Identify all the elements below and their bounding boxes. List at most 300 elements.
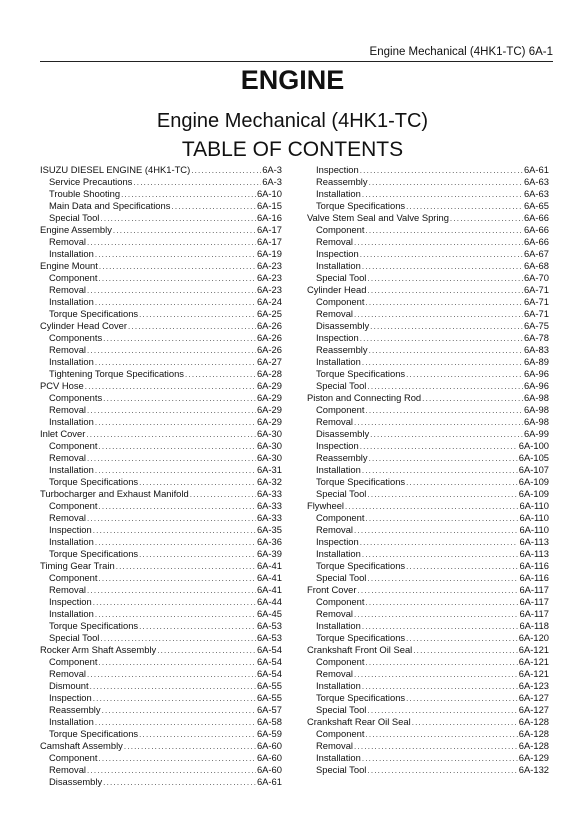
- toc-entry-label: Torque Specifications: [316, 692, 406, 703]
- toc-page-number: 6A-39: [256, 548, 282, 559]
- toc-entry-label: Special Tool: [316, 488, 367, 499]
- dot-leader: [93, 693, 256, 705]
- dot-leader: [86, 429, 256, 441]
- toc-entry[interactable]: [40, 560, 282, 572]
- toc-entry-label: Torque Specifications: [316, 200, 406, 211]
- toc-entry-label: Installation: [49, 296, 94, 307]
- dot-leader: [412, 717, 518, 729]
- toc-entry-label: Inspection: [316, 332, 359, 343]
- toc-entry-label: Torque Specifications: [316, 476, 406, 487]
- toc-subentry[interactable]: [40, 656, 282, 668]
- toc-subentry[interactable]: [40, 368, 282, 380]
- toc-subentry[interactable]: [307, 356, 549, 368]
- toc-subentry[interactable]: [307, 728, 549, 740]
- toc-subentry[interactable]: [307, 320, 549, 332]
- toc-subentry[interactable]: [307, 572, 549, 584]
- toc-entry-label: Trouble Shooting: [49, 188, 121, 199]
- toc-entry-label: ISUZU DIESEL ENGINE (4HK1-TC): [40, 164, 191, 175]
- toc-entry[interactable]: [40, 224, 282, 236]
- toc-subentry[interactable]: [307, 560, 549, 572]
- toc-subentry[interactable]: [307, 332, 549, 344]
- toc-entry-label: Removal: [316, 416, 353, 427]
- dot-leader: [369, 345, 523, 357]
- dot-leader: [103, 333, 256, 345]
- toc-entry-label: Inspection: [49, 596, 92, 607]
- toc-subentry[interactable]: [307, 476, 549, 488]
- toc-subentry[interactable]: [307, 512, 549, 524]
- running-header: Engine Mechanical (4HK1-TC) 6A-1: [369, 46, 553, 58]
- toc-entry-label: Installation: [49, 608, 94, 619]
- toc-subentry[interactable]: [40, 548, 282, 560]
- toc-entry-label: Installation: [316, 188, 361, 199]
- toc-subentry[interactable]: [307, 680, 549, 692]
- toc-entry-label: Disassembly: [49, 776, 103, 787]
- dot-leader: [406, 693, 518, 705]
- toc-entry-label: Component: [316, 656, 365, 667]
- toc-entry-label: Main Data and Specifications: [49, 200, 171, 211]
- toc-entry[interactable]: [40, 260, 282, 272]
- toc-entry-label: Component: [49, 440, 98, 451]
- toc-subentry[interactable]: [307, 260, 549, 272]
- toc-page-number: 6A-16: [256, 212, 282, 223]
- toc-subentry[interactable]: [40, 752, 282, 764]
- toc-entry-label: Component: [49, 272, 98, 283]
- dot-leader: [113, 225, 256, 237]
- toc-page-number: 6A-41: [256, 572, 282, 583]
- toc-entry[interactable]: [307, 644, 549, 656]
- toc-entry[interactable]: [40, 488, 282, 500]
- toc-subentry[interactable]: [307, 236, 549, 248]
- toc-page-number: 6A-29: [256, 392, 282, 403]
- toc-entry[interactable]: [307, 584, 549, 596]
- toc-entry-label: Engine Assembly: [40, 224, 112, 235]
- toc-page-number: 6A-58: [256, 716, 282, 727]
- toc-entry[interactable]: [307, 500, 549, 512]
- dot-leader: [365, 225, 523, 237]
- toc-entry-label: Torque Specifications: [49, 476, 139, 487]
- toc-subentry[interactable]: [307, 296, 549, 308]
- toc-page-number: 6A-117: [519, 608, 549, 619]
- toc-subentry[interactable]: [40, 200, 282, 212]
- dot-leader: [87, 765, 256, 777]
- dot-leader: [98, 501, 256, 513]
- toc-page-number: 6A-44: [256, 596, 282, 607]
- toc-page-number: 6A-23: [256, 284, 282, 295]
- toc-subentry[interactable]: [40, 476, 282, 488]
- toc-subentry[interactable]: [40, 620, 282, 632]
- toc-entry-label: Service Precautions: [49, 176, 133, 187]
- dot-leader: [422, 393, 523, 405]
- toc-page-number: 6A-83: [523, 344, 549, 355]
- dot-leader: [139, 621, 256, 633]
- toc-entry-label: Installation: [49, 716, 94, 727]
- toc-page-number: 6A-68: [523, 260, 549, 271]
- toc-page-number: 6A-45: [256, 608, 282, 619]
- toc-subentry[interactable]: [307, 548, 549, 560]
- dot-leader: [171, 201, 256, 213]
- toc-page-number: 6A-59: [256, 728, 282, 739]
- toc-entry[interactable]: [40, 164, 282, 176]
- dot-leader: [139, 729, 256, 741]
- toc-subentry[interactable]: [40, 764, 282, 776]
- toc-page-number: 6A-33: [256, 512, 282, 523]
- toc-subentry[interactable]: [40, 284, 282, 296]
- dot-leader: [406, 633, 518, 645]
- dot-leader: [103, 393, 256, 405]
- toc-entry-label: Torque Specifications: [316, 632, 406, 643]
- toc-subentry[interactable]: [307, 608, 549, 620]
- toc-subentry[interactable]: [40, 332, 282, 344]
- toc-page-number: 6A-71: [523, 308, 549, 319]
- toc-entry-label: Torque Specifications: [49, 308, 139, 319]
- toc-entry[interactable]: [40, 740, 282, 752]
- toc-entry-label: Removal: [49, 404, 86, 415]
- toc-page-number: 6A-98: [523, 404, 549, 415]
- toc-page-number: 6A-110: [519, 524, 549, 535]
- dot-leader: [367, 573, 518, 585]
- toc-page-number: 6A-127: [518, 692, 549, 703]
- toc-subentry[interactable]: [40, 608, 282, 620]
- toc-subentry[interactable]: [307, 764, 549, 776]
- toc-entry-label: Crankshaft Front Oil Seal: [307, 644, 413, 655]
- toc-subentry[interactable]: [40, 392, 282, 404]
- toc-page-number: 6A-3: [262, 164, 282, 175]
- toc-page-number: 6A-17: [256, 236, 282, 247]
- toc-entry-label: Removal: [316, 308, 353, 319]
- toc-page-number: 6A-96: [523, 380, 549, 391]
- toc-page-number: 6A-54: [256, 656, 282, 667]
- toc-entry[interactable]: [307, 392, 549, 404]
- toc-subentry[interactable]: [307, 248, 549, 260]
- toc-page-number: 6A-30: [256, 428, 282, 439]
- dot-leader: [360, 537, 519, 549]
- toc-page-number: 6A-128: [518, 716, 549, 727]
- toc-page-number: 6A-55: [256, 680, 282, 691]
- toc-subentry[interactable]: [307, 368, 549, 380]
- dot-leader: [367, 285, 523, 297]
- toc-subentry[interactable]: [307, 272, 549, 284]
- dot-leader: [87, 585, 256, 597]
- toc-page-number: 6A-31: [256, 464, 282, 475]
- dot-leader: [354, 669, 518, 681]
- toc-entry-label: Cylinder Head Cover: [40, 320, 128, 331]
- toc-entry-label: Inspection: [49, 692, 92, 703]
- toc-subentry[interactable]: [40, 464, 282, 476]
- dot-leader: [345, 501, 518, 513]
- toc-subentry[interactable]: [40, 524, 282, 536]
- toc-subentry[interactable]: [307, 656, 549, 668]
- toc-page-number: 6A-123: [518, 680, 549, 691]
- toc-subentry[interactable]: [40, 536, 282, 548]
- toc-page-number: 6A-25: [256, 308, 282, 319]
- toc-subentry[interactable]: [40, 704, 282, 716]
- toc-page-number: 6A-29: [256, 416, 282, 427]
- toc-page-number: 6A-23: [256, 272, 282, 283]
- toc-entry-label: Removal: [316, 524, 353, 535]
- toc-entry-label: Installation: [316, 356, 361, 367]
- toc-page-number: 6A-128: [518, 740, 549, 751]
- dot-leader: [103, 777, 256, 789]
- toc-entry-label: Component: [49, 752, 98, 763]
- dot-leader: [367, 765, 517, 777]
- toc-page-number: 6A-19: [256, 248, 282, 259]
- toc-subentry[interactable]: [307, 464, 549, 476]
- toc-subentry[interactable]: [40, 212, 282, 224]
- toc-entry[interactable]: [40, 644, 282, 656]
- toc-page-number: 6A-96: [523, 368, 549, 379]
- toc-entry-label: Engine Mount: [40, 260, 98, 271]
- dot-leader: [190, 489, 256, 501]
- toc-subentry[interactable]: [307, 200, 549, 212]
- toc-subentry[interactable]: [307, 668, 549, 680]
- toc-subentry[interactable]: [307, 440, 549, 452]
- toc-entry-label: Disassembly: [316, 428, 370, 439]
- toc-page-number: 6A-26: [256, 344, 282, 355]
- toc-entry[interactable]: [40, 380, 282, 392]
- toc-entry-label: Installation: [49, 416, 94, 427]
- toc-subentry[interactable]: [40, 308, 282, 320]
- toc-subentry[interactable]: [40, 188, 282, 200]
- toc-subentry[interactable]: [307, 524, 549, 536]
- dot-leader: [365, 657, 517, 669]
- toc-heading: TABLE OF CONTENTS: [181, 138, 404, 161]
- toc-subentry[interactable]: [40, 572, 282, 584]
- toc-subentry[interactable]: [40, 452, 282, 464]
- toc-subentry[interactable]: [307, 692, 549, 704]
- toc-subentry[interactable]: [40, 176, 282, 188]
- dot-leader: [365, 597, 518, 609]
- toc-entry-label: Rocker Arm Shaft Assembly: [40, 644, 157, 655]
- dot-leader: [450, 213, 523, 225]
- toc-subentry[interactable]: [40, 272, 282, 284]
- toc-entry-label: PCV Hose: [40, 380, 84, 391]
- dot-leader: [365, 405, 523, 417]
- toc-page-number: 6A-66: [523, 236, 549, 247]
- toc-subentry[interactable]: [307, 164, 549, 176]
- toc-subentry[interactable]: [40, 692, 282, 704]
- toc-entry-label: Removal: [49, 284, 86, 295]
- toc-subentry[interactable]: [40, 416, 282, 428]
- toc-subentry[interactable]: [40, 776, 282, 788]
- toc-page-number: 6A-71: [523, 284, 549, 295]
- toc-entry-label: Removal: [49, 236, 86, 247]
- toc-entry-label: Removal: [49, 344, 86, 355]
- toc-entry-label: Inspection: [316, 536, 359, 547]
- toc-subentry[interactable]: [40, 236, 282, 248]
- toc-entry[interactable]: [307, 212, 549, 224]
- toc-entry[interactable]: [40, 428, 282, 440]
- toc-entry-label: Reassembly: [316, 452, 368, 463]
- toc-column-left: [40, 164, 282, 788]
- toc-page-number: 6A-105: [518, 452, 549, 463]
- toc-page-number: 6A-29: [256, 380, 282, 391]
- toc-subentry[interactable]: [307, 740, 549, 752]
- toc-page-number: 6A-26: [256, 320, 282, 331]
- toc-subentry[interactable]: [40, 596, 282, 608]
- toc-page-number: 6A-15: [256, 200, 282, 211]
- toc-subentry[interactable]: [40, 356, 282, 368]
- toc-entry-label: Inlet Cover: [40, 428, 86, 439]
- toc-subentry[interactable]: [307, 224, 549, 236]
- toc-entry[interactable]: [307, 716, 549, 728]
- toc-entry-label: Special Tool: [49, 212, 100, 223]
- toc-page-number: 6A-120: [518, 632, 549, 643]
- toc-page-number: 6A-66: [523, 224, 549, 235]
- toc-subentry[interactable]: [307, 416, 549, 428]
- toc-subentry[interactable]: [307, 536, 549, 548]
- toc-subentry[interactable]: [307, 380, 549, 392]
- toc-subentry[interactable]: [40, 716, 282, 728]
- dot-leader: [102, 705, 256, 717]
- toc-subentry[interactable]: [40, 632, 282, 644]
- toc-page-number: 6A-110: [519, 512, 549, 523]
- dot-leader: [369, 177, 523, 189]
- toc-page-number: 6A-127: [518, 704, 549, 715]
- toc-subentry[interactable]: [40, 404, 282, 416]
- dot-leader: [370, 429, 523, 441]
- dot-leader: [365, 729, 517, 741]
- toc-subentry[interactable]: [307, 704, 549, 716]
- toc-page-number: 6A-60: [256, 740, 282, 751]
- toc-page-number: 6A-53: [256, 632, 282, 643]
- toc-page-number: 6A-107: [518, 464, 549, 475]
- dot-leader: [406, 561, 518, 573]
- toc-page-number: 6A-66: [523, 212, 549, 223]
- toc-subentry[interactable]: [307, 176, 549, 188]
- toc-page-number: 6A-121: [518, 644, 549, 655]
- toc-entry-label: Installation: [316, 260, 361, 271]
- toc-entry-label: Installation: [316, 752, 361, 763]
- dot-leader: [413, 645, 518, 657]
- toc-page-number: 6A-17: [256, 224, 282, 235]
- toc-subentry[interactable]: [307, 632, 549, 644]
- dot-leader: [128, 321, 256, 333]
- dot-leader: [406, 369, 523, 381]
- toc-page-number: 6A-129: [518, 752, 549, 763]
- dot-leader: [87, 285, 256, 297]
- dot-leader: [124, 741, 256, 753]
- toc-page-number: 6A-10: [256, 188, 282, 199]
- dot-leader: [133, 177, 261, 189]
- toc-subentry[interactable]: [307, 596, 549, 608]
- toc-entry-label: Component: [316, 512, 365, 523]
- header-rule: [40, 61, 553, 62]
- dot-leader: [185, 369, 256, 381]
- dot-leader: [191, 165, 261, 177]
- toc-subentry[interactable]: [40, 728, 282, 740]
- toc-subentry[interactable]: [307, 488, 549, 500]
- toc-entry-label: Removal: [316, 608, 353, 619]
- dot-leader: [99, 261, 256, 273]
- toc-subentry[interactable]: [40, 296, 282, 308]
- toc-entry-label: Installation: [316, 680, 361, 691]
- toc-entry-label: Special Tool: [316, 764, 367, 775]
- dot-leader: [369, 453, 518, 465]
- dot-leader: [87, 453, 256, 465]
- toc-entry-label: Component: [316, 596, 365, 607]
- toc-entry-label: Component: [316, 728, 365, 739]
- toc-subentry[interactable]: [40, 344, 282, 356]
- toc-page-number: 6A-60: [256, 764, 282, 775]
- dot-leader: [360, 165, 523, 177]
- toc-subentry[interactable]: [40, 584, 282, 596]
- toc-subentry[interactable]: [40, 668, 282, 680]
- toc-page-number: 6A-63: [523, 176, 549, 187]
- toc-subentry[interactable]: [40, 248, 282, 260]
- toc-page-number: 6A-55: [256, 692, 282, 703]
- toc-entry-label: Components: [49, 392, 103, 403]
- toc-page-number: 6A-29: [256, 404, 282, 415]
- toc-entry-label: Removal: [316, 740, 353, 751]
- dot-leader: [95, 249, 256, 261]
- toc-entry-label: Installation: [316, 464, 361, 475]
- toc-entry-label: Removal: [49, 764, 86, 775]
- toc-subentry[interactable]: [40, 440, 282, 452]
- toc-subentry[interactable]: [307, 404, 549, 416]
- toc-page-number: 6A-110: [519, 500, 549, 511]
- toc-subentry[interactable]: [40, 512, 282, 524]
- toc-entry-label: Inspection: [316, 248, 359, 259]
- toc-page-number: 6A-113: [519, 536, 549, 547]
- dot-leader: [85, 381, 256, 393]
- toc-page-number: 6A-121: [518, 656, 549, 667]
- toc-entry[interactable]: [40, 320, 282, 332]
- toc-page-number: 6A-61: [256, 776, 282, 787]
- toc-page-number: 6A-99: [523, 428, 549, 439]
- toc-entry-label: Removal: [49, 452, 86, 463]
- dot-leader: [98, 441, 256, 453]
- toc-page-number: 6A-98: [523, 416, 549, 427]
- toc-entry-label: Removal: [49, 584, 86, 595]
- dot-leader: [365, 513, 518, 525]
- toc-subentry[interactable]: [307, 188, 549, 200]
- toc-entry-label: Front Cover: [307, 584, 357, 595]
- toc-page-number: 6A-65: [523, 200, 549, 211]
- toc-subentry[interactable]: [307, 752, 549, 764]
- toc-page-number: 6A-132: [518, 764, 549, 775]
- toc-subentry[interactable]: [307, 308, 549, 320]
- toc-subentry[interactable]: [40, 680, 282, 692]
- toc-entry[interactable]: [307, 284, 549, 296]
- dot-leader: [365, 297, 523, 309]
- dot-leader: [367, 273, 523, 285]
- toc-subentry[interactable]: [307, 452, 549, 464]
- dot-leader: [354, 609, 518, 621]
- dot-leader: [98, 273, 256, 285]
- dot-leader: [354, 417, 523, 429]
- dot-leader: [87, 669, 256, 681]
- dot-leader: [354, 525, 518, 537]
- toc-entry-label: Torque Specifications: [49, 620, 139, 631]
- toc-page-number: 6A-116: [519, 560, 549, 571]
- toc-subentry[interactable]: [307, 620, 549, 632]
- toc-page-number: 6A-27: [256, 356, 282, 367]
- dot-leader: [87, 237, 256, 249]
- toc-entry-label: Special Tool: [49, 632, 100, 643]
- toc-entry-label: Installation: [49, 536, 94, 547]
- toc-entry-label: Removal: [49, 668, 86, 679]
- toc-subentry[interactable]: [40, 500, 282, 512]
- toc-subentry[interactable]: [307, 344, 549, 356]
- toc-page-number: 6A-23: [256, 260, 282, 271]
- toc-page-number: 6A-109: [518, 488, 549, 499]
- toc-entry-label: Reassembly: [49, 704, 101, 715]
- dot-leader: [362, 261, 523, 273]
- toc-subentry[interactable]: [307, 428, 549, 440]
- page-title: ENGINE: [240, 65, 345, 95]
- dot-leader: [98, 753, 256, 765]
- toc-entry-label: Removal: [316, 236, 353, 247]
